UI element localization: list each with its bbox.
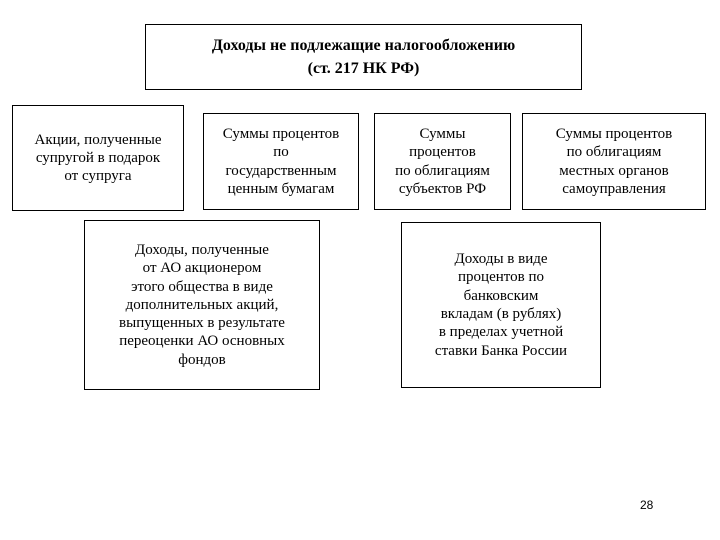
box-shares-gift: Акции, полученные супругой в подарок от супруга <box>12 105 184 211</box>
box-regional-bonds: Суммы процентов по облигациям субъектов РФ <box>374 113 511 210</box>
diagram-title: Доходы не подлежащие налогообложению (ст. 217 НК РФ) <box>145 24 582 90</box>
box-municipal-bonds: Суммы процентов по облигациям местных органов самоуправления <box>522 113 706 210</box>
page-number: 28 <box>640 498 654 512</box>
box-bank-deposits: Доходы в виде процентов по банковским вкладам (в рублях) в пределах учетной ставки Банка России <box>401 222 601 388</box>
box-revaluation-shares: Доходы, полученные от АО акционером этого общества в виде дополнительных акций, выпущенных в результате переоценки АО основных фондов <box>84 220 320 390</box>
box-gov-securities: Суммы процентов по государственным ценным бумагам <box>203 113 359 210</box>
